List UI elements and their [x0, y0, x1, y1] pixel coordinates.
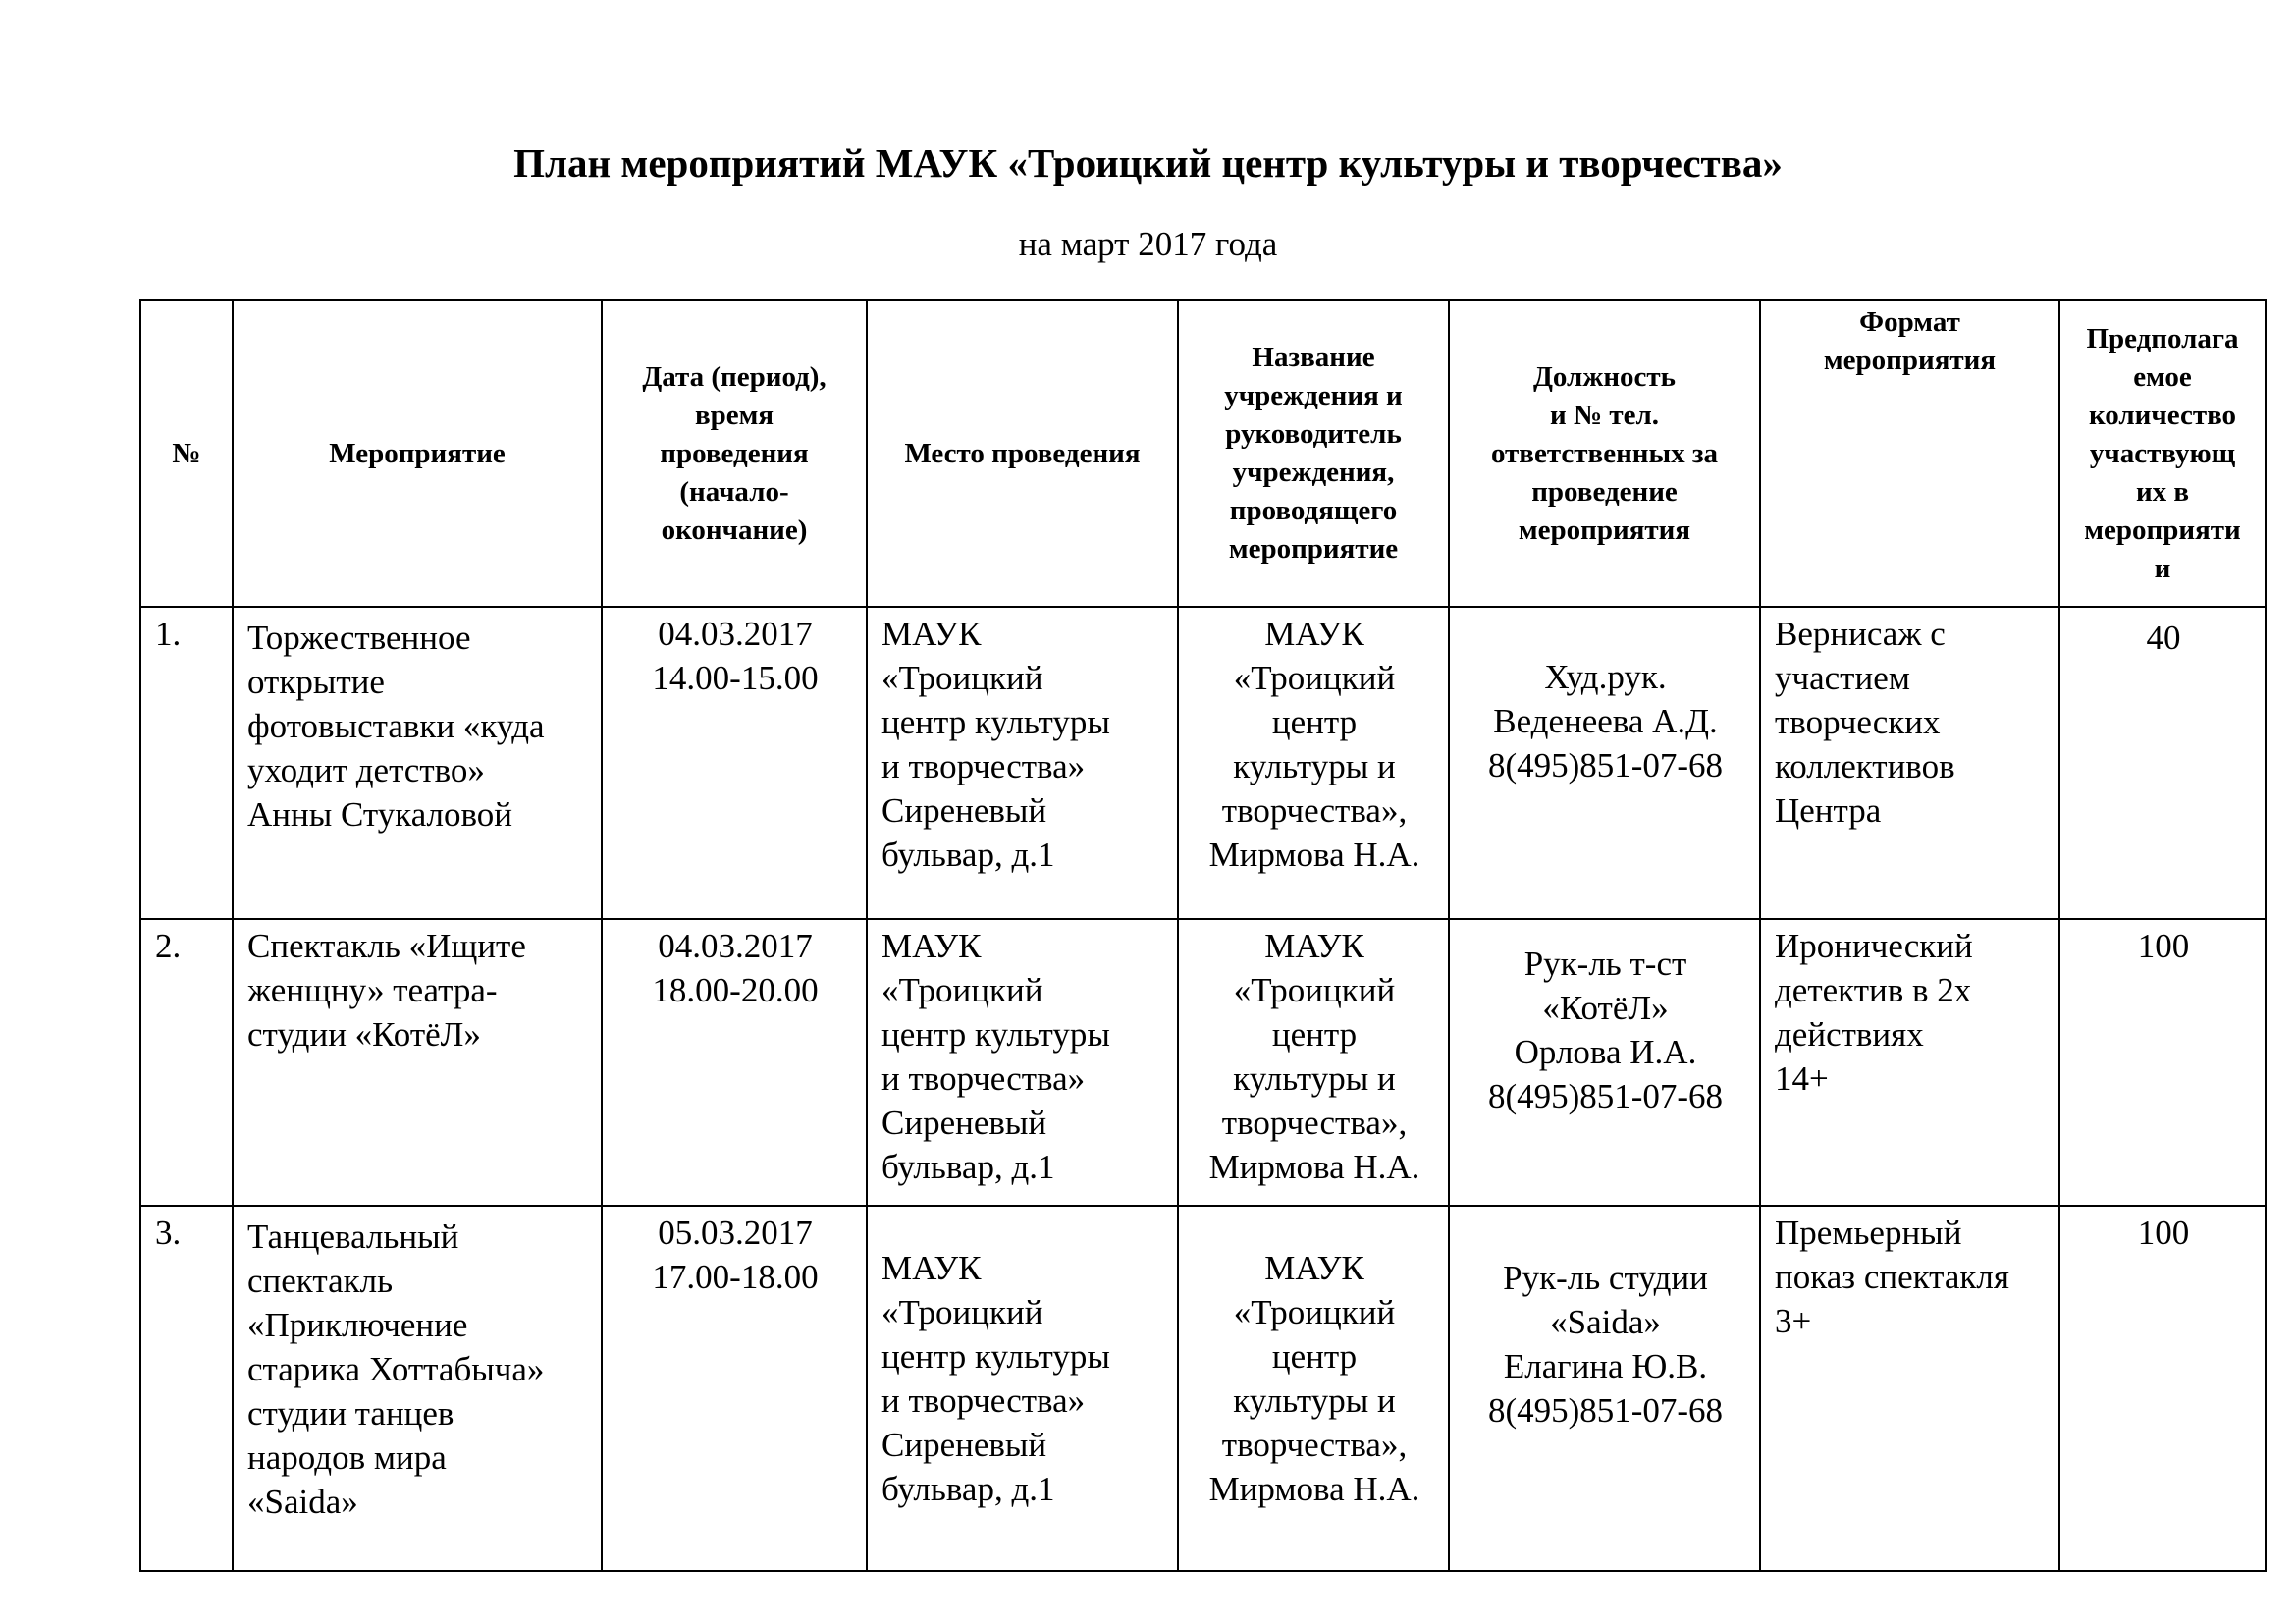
cell-text-line: Название	[1252, 342, 1375, 373]
cell-text-line: Дата (период),	[642, 360, 827, 393]
cell-text-line: культуры и	[1233, 1059, 1396, 1098]
cell-text-line: проведения	[660, 437, 809, 469]
cell-text-line: «Троицкий	[1233, 659, 1396, 697]
document-subtitle: на март 2017 года	[1018, 225, 1278, 263]
cell-text-line: мероприятие	[1228, 533, 1399, 565]
cell-text-line: творчества»,	[1221, 791, 1408, 830]
cell-text-line: Мирмова Н.А.	[1208, 1470, 1420, 1508]
table-header-row	[140, 300, 2266, 607]
event-format	[1760, 607, 2059, 919]
cell-text-line: Рук-ль т-ст	[1523, 945, 1687, 983]
cell-text-line: Мероприятие	[329, 437, 506, 469]
cell-text-line: студии танцев	[247, 1394, 454, 1433]
event-place	[867, 1206, 1178, 1571]
cell-text-line: 8(495)851-07-68	[1487, 746, 1724, 785]
event-format	[1760, 919, 2059, 1206]
cell-text-line: 17.00-18.00	[652, 1258, 819, 1296]
row-number: 2.	[140, 919, 233, 1206]
cell-text-line: Орлова И.А.	[1514, 1033, 1697, 1071]
event-name	[233, 1206, 602, 1571]
cell-text-line: Мирмова Н.А.	[1208, 836, 1420, 874]
cell-text-line: МАУК	[881, 615, 982, 653]
cell-text-line: учреждения,	[1232, 457, 1395, 488]
cell-text-line: Иронический	[1775, 927, 1973, 965]
cell-text-line: участием	[1775, 659, 1910, 697]
cell-text-line: Центра	[1775, 791, 1882, 830]
document-title: План мероприятий МАУК «Троицкий центр культуры и творчества»	[513, 140, 1783, 186]
header-participants	[2059, 300, 2266, 607]
event-place	[867, 919, 1178, 1206]
cell-text-line: «Троицкий	[881, 1293, 1043, 1331]
cell-text-line: центр	[1271, 1337, 1358, 1376]
cell-text-line: и творчества»	[881, 1059, 1086, 1098]
cell-text-line: «Приключение	[247, 1306, 468, 1344]
participants-count: 100	[2059, 919, 2266, 1206]
cell-text-line: Елагина Ю.В.	[1503, 1347, 1708, 1385]
cell-text-line: бульвар, д.1	[881, 1470, 1055, 1508]
cell-text-line: 14.00-15.00	[652, 659, 819, 697]
cell-text-line: 3+	[1775, 1302, 1812, 1340]
cell-text-line: фотовыставки «куда	[247, 707, 545, 745]
cell-text-line: количество	[2088, 399, 2237, 431]
cell-text-line: окончание)	[661, 514, 808, 546]
event-name	[233, 919, 602, 1206]
cell-text-line: и	[2154, 552, 2171, 584]
cell-text-line: 05.03.2017	[658, 1214, 813, 1252]
cell-text-line: старика Хоттабыча»	[247, 1350, 545, 1388]
cell-text-line: «Троицкий	[1233, 971, 1396, 1009]
responsible-contact	[1449, 1206, 1760, 1571]
cell-text-line: 14+	[1775, 1059, 1829, 1098]
cell-text-line: ответственных за	[1490, 437, 1719, 469]
cell-text-line: участвующ	[2089, 437, 2236, 469]
cell-text-line: Сиреневый	[881, 791, 1047, 830]
cell-text-line: Спектакль «Ищите	[247, 927, 526, 965]
header-organization	[1178, 300, 1449, 607]
cell-text-line: 18.00-20.00	[652, 971, 819, 1009]
cell-text-line: «Saida»	[1550, 1303, 1661, 1341]
cell-text-line: бульвар, д.1	[881, 1148, 1055, 1186]
cell-text-line: Танцевальный	[247, 1218, 459, 1256]
cell-text-line: и творчества»	[881, 1381, 1086, 1420]
cell-text-line: «Троицкий	[881, 659, 1043, 697]
event-date-time	[602, 607, 867, 919]
header-format	[1760, 300, 2059, 607]
cell-text-line: 8(495)851-07-68	[1487, 1391, 1724, 1430]
event-place	[867, 607, 1178, 919]
cell-text-line: центр	[1271, 1015, 1358, 1054]
cell-text-line: Формат	[1859, 306, 1960, 338]
responsible-contact	[1449, 607, 1760, 919]
cell-text-line: бульвар, д.1	[881, 836, 1055, 874]
cell-text-line: «Saida»	[247, 1483, 358, 1521]
cell-text-line: Предполага	[2086, 322, 2239, 354]
cell-text-line: творчества»,	[1221, 1426, 1408, 1464]
cell-text-line: их в	[2135, 475, 2190, 508]
cell-text-line: и № тел.	[1550, 399, 1659, 431]
cell-text-line: Вернисаж с	[1775, 615, 1946, 653]
responsible-contact	[1449, 919, 1760, 1206]
cell-text-line: учреждения и	[1224, 380, 1403, 411]
cell-text-line: проведение	[1531, 475, 1678, 508]
cell-text-line: мероприятия	[1518, 514, 1691, 546]
cell-text-line: «Троицкий	[881, 971, 1043, 1009]
cell-text-line: руководитель	[1225, 418, 1402, 450]
cell-text-line: спектакль	[247, 1262, 394, 1300]
cell-text-line: Рук-ль студии	[1503, 1259, 1708, 1297]
cell-text-line: культуры и	[1233, 747, 1396, 785]
cell-text-line: Мирмова Н.А.	[1208, 1148, 1420, 1186]
cell-text-line: уходит детство»	[247, 751, 485, 789]
cell-text-line: проводящего	[1229, 495, 1398, 526]
cell-text-line: Торжественное	[247, 619, 471, 657]
organization	[1178, 607, 1449, 919]
cell-text-line: Сиреневый	[881, 1104, 1047, 1142]
cell-text-line: Сиреневый	[881, 1426, 1047, 1464]
events-table	[139, 299, 2267, 1572]
cell-text-line: коллективов	[1775, 747, 1955, 785]
row-number: 1.	[140, 607, 233, 919]
cell-text-line: Должность	[1532, 360, 1677, 393]
organization	[1178, 919, 1449, 1206]
cell-text-line: МАУК	[881, 1249, 982, 1287]
cell-text-line: №	[172, 437, 201, 469]
cell-text-line: Место проведения	[904, 437, 1141, 469]
cell-text-line: МАУК	[1264, 927, 1364, 965]
cell-text-line: Худ.рук.	[1544, 658, 1667, 696]
cell-text-line: МАУК	[881, 927, 982, 965]
cell-text-line: 04.03.2017	[658, 927, 813, 965]
cell-text-line: Премьерный	[1775, 1214, 1962, 1252]
cell-text-line: действиях	[1775, 1015, 1924, 1054]
cell-text-line: Веденеева А.Д.	[1493, 702, 1718, 740]
header-number	[140, 300, 233, 607]
cell-text-line: МАУК	[1264, 615, 1364, 653]
cell-text-line: Анны Стукаловой	[247, 795, 513, 834]
cell-text-line: (начало-	[679, 475, 789, 508]
cell-text-line: 8(495)851-07-68	[1487, 1077, 1724, 1115]
event-name	[233, 607, 602, 919]
cell-text-line: женщну» театра-	[247, 971, 498, 1009]
cell-text-line: емое	[2133, 360, 2192, 393]
cell-text-line: центр культуры	[881, 703, 1110, 741]
cell-text-line: время	[694, 399, 774, 431]
cell-text-line: «КотёЛ»	[1542, 989, 1669, 1027]
participants-count: 100	[2059, 1206, 2266, 1571]
table-row	[140, 1206, 2266, 1571]
event-date-time	[602, 919, 867, 1206]
cell-text-line: творчества»,	[1221, 1104, 1408, 1142]
row-number: 3.	[140, 1206, 233, 1571]
cell-text-line: «Троицкий	[1233, 1293, 1396, 1331]
cell-text-line: 04.03.2017	[658, 615, 813, 653]
cell-text-line: детектив в 2х	[1775, 971, 1972, 1009]
header-date-time	[602, 300, 867, 607]
table-row	[140, 607, 2266, 919]
cell-text-line: центр культуры	[881, 1337, 1110, 1376]
table-row	[140, 919, 2266, 1206]
cell-text-line: МАУК	[1264, 1249, 1364, 1287]
cell-text-line: центр	[1271, 703, 1358, 741]
cell-text-line: и творчества»	[881, 747, 1086, 785]
header-event	[233, 300, 602, 607]
event-date-time	[602, 1206, 867, 1571]
cell-text-line: творческих	[1775, 703, 1941, 741]
cell-text-line: центр культуры	[881, 1015, 1110, 1054]
cell-text-line: студии «КотёЛ»	[247, 1015, 481, 1054]
header-place	[867, 300, 1178, 607]
cell-text-line: показ спектакля	[1775, 1258, 2009, 1296]
cell-text-line: культуры и	[1233, 1381, 1396, 1420]
participants-count: 40	[2059, 607, 2266, 919]
cell-text-line: мероприятия	[1823, 345, 1997, 376]
event-format	[1760, 1206, 2059, 1571]
cell-text-line: открытие	[247, 663, 385, 701]
cell-text-line: народов мира	[247, 1438, 447, 1477]
organization	[1178, 1206, 1449, 1571]
header-responsible	[1449, 300, 1760, 607]
cell-text-line: мероприяти	[2084, 514, 2241, 546]
